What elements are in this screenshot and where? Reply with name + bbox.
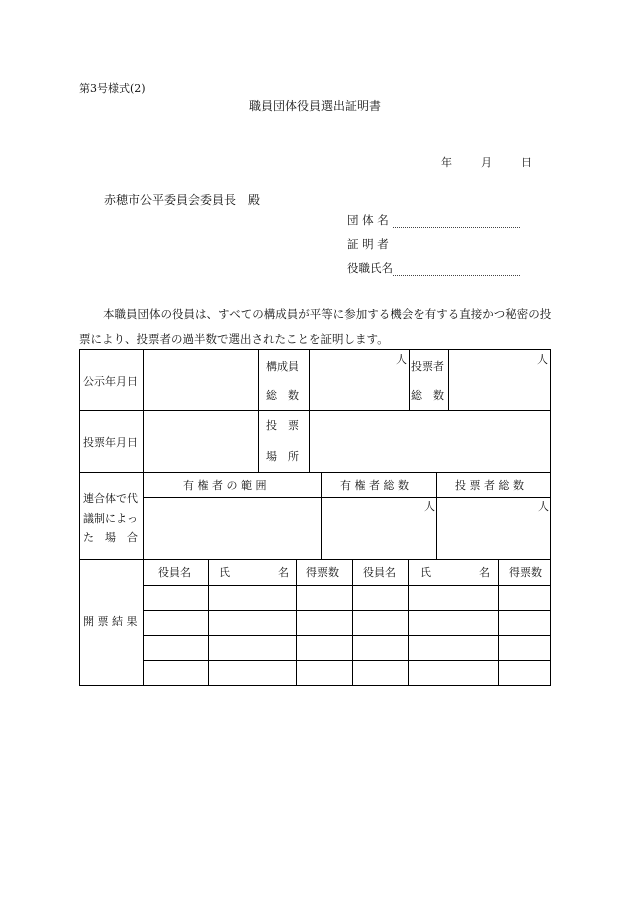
members-unit: 人: [396, 353, 407, 366]
col-divider: [258, 350, 259, 472]
col-divider: [436, 472, 437, 559]
col-divider: [143, 350, 144, 685]
org-name-field: [347, 215, 389, 227]
row-divider: [143, 660, 550, 661]
voters-total-label-1: 投票者: [411, 360, 444, 373]
year-label: 年: [441, 156, 452, 169]
votes-col-header: 得票数: [509, 566, 542, 579]
position-name-field: [347, 263, 393, 275]
row-divider: [143, 497, 550, 498]
vote-place-label-1: 投 票: [266, 419, 299, 432]
col-divider: [409, 350, 410, 410]
month-label: 月: [481, 156, 492, 169]
results-label: 開 票 結 果: [83, 615, 138, 628]
col-divider: [296, 559, 297, 685]
announce-date-label: 公示年月日: [83, 375, 138, 388]
row-divider: [143, 610, 550, 611]
officer-col-header: 役員名: [363, 566, 396, 579]
col-divider: [448, 350, 449, 410]
row-divider: [80, 410, 550, 411]
date-line: [441, 157, 532, 168]
col-divider: [321, 472, 322, 559]
name-col-header-2: 名: [278, 566, 289, 579]
voters-total-unit: 人: [538, 500, 549, 513]
voters-unit: 人: [537, 353, 548, 366]
col-divider: [208, 559, 209, 685]
row-divider: [143, 585, 550, 586]
position-name-label: 役職氏名: [347, 261, 393, 275]
org-name-label: 団 体 名: [347, 213, 389, 227]
certifier-field: [347, 239, 389, 251]
col-divider: [498, 559, 499, 685]
document-title: 職員団体役員選出証明書: [248, 99, 381, 113]
row-divider: [80, 472, 550, 473]
voters-total-label-2: 総 数: [411, 389, 444, 402]
certifier-label: 証 明 者: [347, 237, 389, 251]
org-name-dotted-line: [393, 227, 520, 228]
vote-place-label-2: 場 所: [266, 450, 299, 463]
row-divider: [143, 635, 550, 636]
row-divider: [80, 559, 550, 560]
col-divider: [309, 350, 310, 472]
col-divider: [352, 559, 353, 685]
federation-label-3: た 場 合: [83, 531, 138, 544]
officer-col-header: 役員名: [158, 566, 191, 579]
federation-label-1: 連合体で代: [83, 492, 138, 505]
addressee: 赤穂市公平委員会委員長 殿: [104, 193, 261, 207]
eligible-total-unit: 人: [424, 500, 435, 513]
statement-paragraph: 本職員団体の役員は、すべての構成員が平等に参加する機会を有する直接かつ秘密の投票により、投票者の過半数で選出されたことを証明します。: [79, 307, 552, 346]
position-name-dotted-line: [393, 275, 520, 276]
members-total-label-1: 構成員: [266, 360, 299, 373]
vote-date-label: 投票年月日: [83, 436, 138, 449]
eligible-total-header: 有 権 者 総 数: [340, 479, 409, 492]
voters-total-header: 投 票 者 総 数: [455, 479, 524, 492]
name-col-header-1: 氏: [219, 566, 230, 579]
day-label: 日: [521, 156, 532, 169]
federation-label-2: 議制によっ: [83, 512, 138, 525]
form-table: [79, 349, 551, 686]
eligible-range-header: 有 権 者 の 範 囲: [183, 479, 267, 492]
col-divider: [408, 559, 409, 685]
members-total-label-2: 総 数: [266, 389, 299, 402]
form-number: 第3号様式(2): [79, 82, 146, 95]
name-col-header-2: 名: [479, 566, 490, 579]
votes-col-header: 得票数: [306, 566, 339, 579]
name-col-header-1: 氏: [420, 566, 431, 579]
